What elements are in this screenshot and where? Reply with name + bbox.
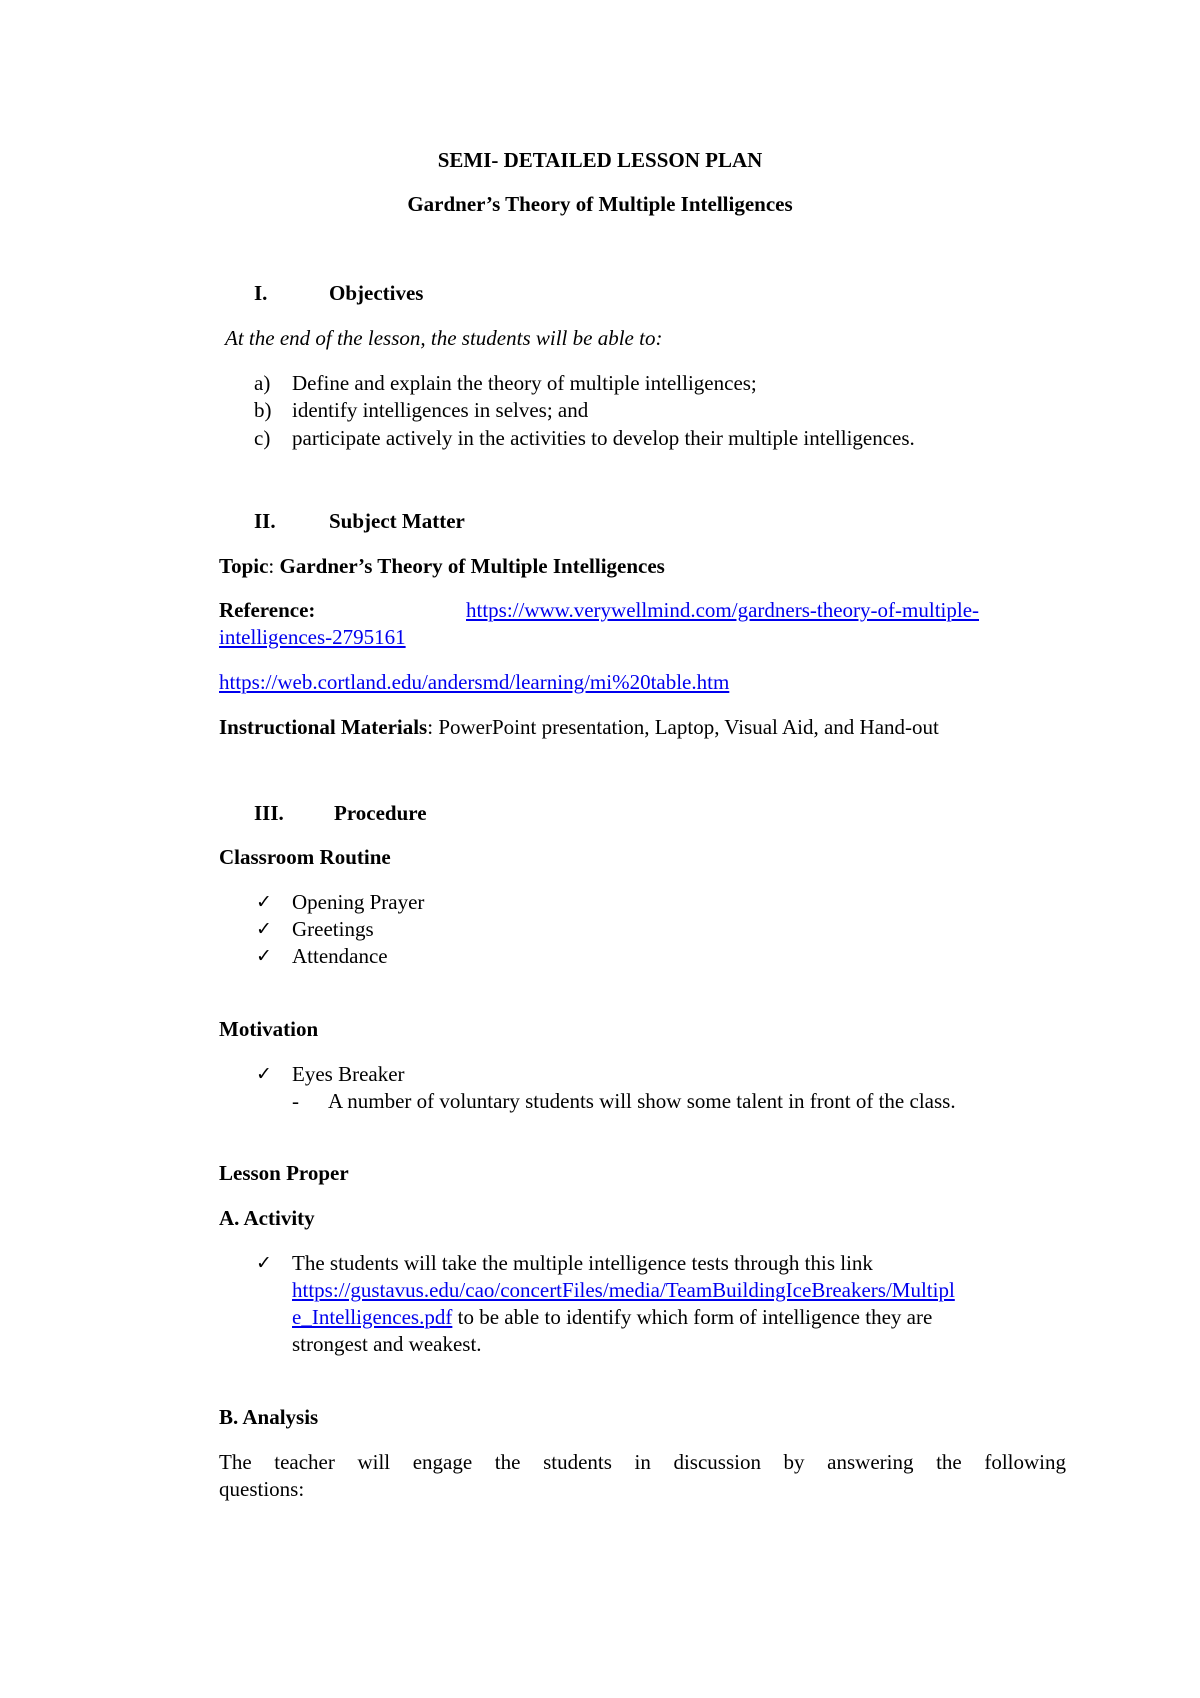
materials-line <box>219 715 939 740</box>
objective-marker: a) <box>254 371 271 395</box>
objectives-intro: At the end of the lesson, the students will be able to: <box>225 326 663 350</box>
topic-separator: : <box>268 554 280 578</box>
section3-heading: Procedure <box>334 801 427 825</box>
topic-label: Topic <box>219 554 269 578</box>
activity-link[interactable]: https://gustavus.edu/cao/concertFiles/media/TeamBuildingIceBreakers/Multipl <box>292 1278 955 1302</box>
routine-item: Opening Prayer <box>292 890 425 914</box>
check-mark-icon: ✓ <box>256 1252 272 1274</box>
motivation-subitem: A number of voluntary students will show some talent in front of the class. <box>328 1089 956 1113</box>
materials-value: : PowerPoint presentation, Laptop, Visual Aid, and Hand-out <box>427 715 939 739</box>
section2-numeral: II. <box>254 509 276 533</box>
objective-marker: b) <box>254 398 272 422</box>
activity-text-line2 <box>292 1305 932 1330</box>
objective-item: Define and explain the theory of multiple intelligences; <box>292 371 757 395</box>
routine-item: Greetings <box>292 917 374 941</box>
materials-label: Instructional Materials <box>219 715 428 739</box>
reference-link-2[interactable]: https://web.cortland.edu/andersmd/learning/mi%20table.htm <box>219 670 730 694</box>
analysis-text: The teacher will engage the students in discussion by answering the following <box>219 1450 1066 1474</box>
lesson-proper-heading: Lesson Proper <box>219 1161 349 1185</box>
activity-text-line3: strongest and weakest. <box>292 1332 482 1356</box>
motivation-heading: Motivation <box>219 1017 319 1041</box>
activity-link-continued[interactable]: e_Intelligences.pdf <box>292 1305 453 1329</box>
section1-heading: Objectives <box>329 281 424 305</box>
routine-item: Attendance <box>292 944 388 968</box>
motivation-item: Eyes Breaker <box>292 1062 405 1086</box>
check-mark-icon: ✓ <box>256 891 272 913</box>
objective-marker: c) <box>254 426 271 450</box>
objective-item: participate actively in the activities to develop their multiple intelligences. <box>292 426 915 450</box>
reference-link-1[interactable]: https://www.verywellmind.com/gardners-theory-of-multiple- <box>466 598 980 622</box>
motivation-dash: - <box>292 1089 299 1113</box>
section2-heading: Subject Matter <box>329 509 465 533</box>
analysis-text-line2: questions: <box>219 1477 305 1501</box>
reference-label: Reference: <box>219 598 316 622</box>
check-mark-icon: ✓ <box>256 1063 272 1085</box>
objective-item: identify intelligences in selves; and <box>292 398 589 422</box>
activity-text: The students will take the multiple intelligence tests through this link <box>292 1251 873 1275</box>
check-mark-icon: ✓ <box>256 918 272 940</box>
section3-numeral: III. <box>254 801 284 825</box>
activity-heading: A. Activity <box>219 1206 315 1230</box>
routine-heading: Classroom Routine <box>219 845 391 869</box>
document-title: SEMI- DETAILED LESSON PLAN <box>437 148 763 172</box>
topic-line <box>219 554 665 579</box>
check-mark-icon: ✓ <box>256 945 272 967</box>
activity-text-rest: to be able to identify which form of intelligence they are <box>452 1305 933 1329</box>
section1-numeral: I. <box>254 281 268 305</box>
topic-value: Gardner’s Theory of Multiple Intelligences <box>279 554 665 578</box>
reference-link-1-continued[interactable]: intelligences-2795161 <box>219 625 406 649</box>
document-subtitle: Gardner’s Theory of Multiple Intelligences <box>407 192 793 216</box>
analysis-heading: B. Analysis <box>219 1405 319 1429</box>
